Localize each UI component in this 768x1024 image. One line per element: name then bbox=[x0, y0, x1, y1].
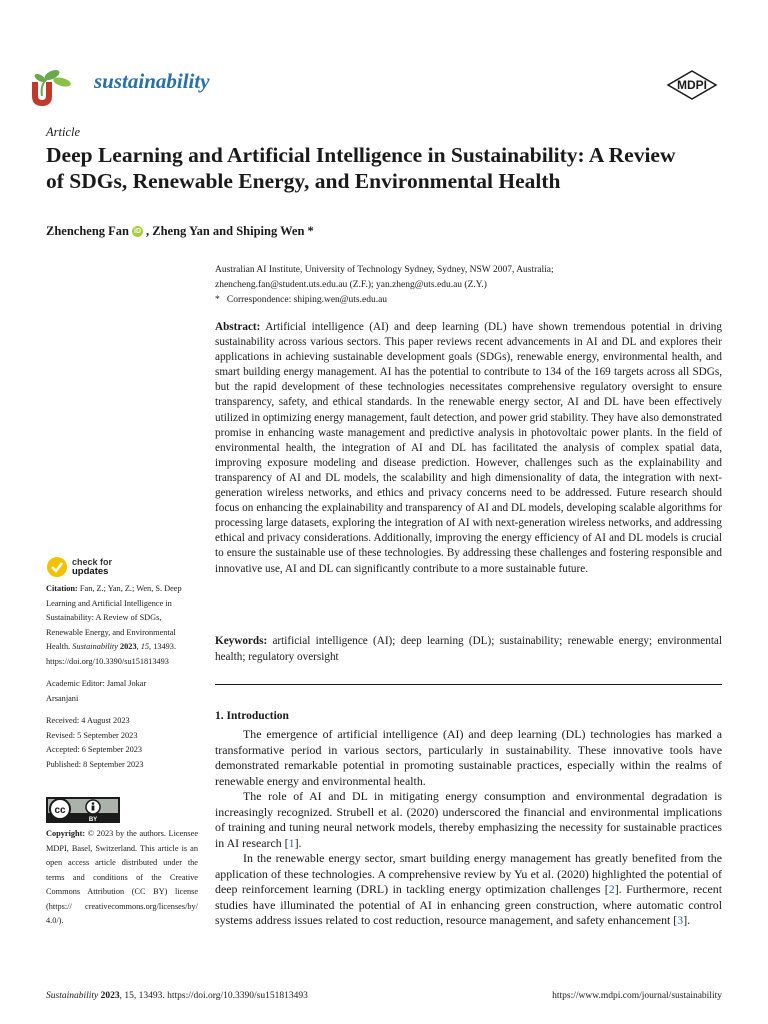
revised-date: Revised: 5 September 2023 bbox=[46, 730, 138, 740]
journal-name: sustainability bbox=[94, 69, 210, 93]
publisher-name: MDPI bbox=[677, 78, 707, 92]
keywords-label: Keywords: bbox=[215, 635, 268, 647]
article-type: Article bbox=[46, 125, 81, 139]
citation-volume: 15 bbox=[140, 642, 150, 651]
cc-by-label: BY bbox=[88, 817, 98, 823]
author-rest: , Zheng Yan and Shiping Wen * bbox=[146, 224, 314, 238]
orcid-icon[interactable]: iD bbox=[134, 228, 142, 235]
intro-paragraph bbox=[215, 789, 722, 851]
intro-paragraph bbox=[215, 851, 722, 929]
svg-text:cc: cc bbox=[54, 805, 66, 816]
citation-pages: , 13493. bbox=[149, 642, 177, 651]
affiliation-line: Australian AI Institute, University of Technology Sydney, Sydney, NSW 2007, Australia; bbox=[215, 265, 554, 275]
reference-link[interactable]: 2 bbox=[608, 882, 615, 896]
paragraph-text: ]. bbox=[294, 835, 302, 850]
affiliation-block bbox=[215, 263, 554, 308]
keywords-text: artificial intelligence (AI); deep learning (DL); sustainability; renewable energy; environmental health; regulatory oversight bbox=[215, 635, 722, 663]
paragraph-text: The role of AI and DL in mitigating energy consumption and environmental degradation is increasingly recognized. Strubell et al. (2020) underscored the financial and environmental implications of training and tuning neural network models, thereby emphasizing the necessity for sustainable practices in AI research [ bbox=[215, 789, 722, 850]
cc-by-license-icon[interactable] bbox=[46, 797, 120, 823]
citation-text: Fan, Z.; Yan, Z.; Wen, S. Deep Learning and Artificial Intelligence in Sustainability: A Review of SDGs, Renewable Energy, and Environmental Health. bbox=[46, 584, 182, 651]
dates-block bbox=[46, 714, 198, 772]
copyright-label: Copyright: bbox=[46, 829, 86, 838]
reference-link[interactable]: 1 bbox=[288, 835, 295, 850]
footer-journal-url[interactable]: https://www.mdpi.com/journal/sustainability bbox=[552, 991, 722, 1001]
reference-link[interactable]: 3 bbox=[677, 913, 684, 927]
received-date: Received: 4 August 2023 bbox=[46, 716, 130, 725]
check-for-updates-button[interactable] bbox=[46, 555, 166, 579]
keywords bbox=[215, 633, 722, 665]
paragraph-text: ]. Furthermore, recent studies have illuminated the potential of AI in enhancing green construction, where automatic control systems address issues related to cost reduction, resource management, and safety enhancement [ bbox=[215, 882, 722, 927]
footer-doi[interactable]: , 15, 13493. https://doi.org/10.3390/su151813493 bbox=[119, 991, 308, 1001]
citation-block: Citation: Fan, Z.; Yan, Z.; Wen, S. Deep Learning and Artificial Intelligence in Sustainability: A Review of SDGs, Renewable Energy, and Environmental Health. Sustainability 2023, 15, 13493. https://doi.org/10.3390/su151813493 bbox=[46, 584, 182, 666]
editor-block bbox=[46, 677, 198, 706]
affiliation-emails: zhencheng.fan@student.uts.edu.au (Z.F.); yan.zheng@uts.edu.au (Z.Y.) bbox=[215, 280, 487, 290]
correspondence bbox=[215, 293, 554, 308]
abstract-label: Abstract: bbox=[215, 321, 261, 333]
editor-line: Arsanjani bbox=[46, 693, 79, 703]
citation-label: Citation: bbox=[46, 584, 78, 593]
journal-logo-icon bbox=[26, 66, 88, 108]
copyright-text: © 2023 by the authors. Licensee MDPI, Basel, Switzerland. This article is an open access article distributed under the terms and conditions of the Creative Commons Attribution (CC BY) license (https:// creativecommons.org/licenses/by/ 4.0/). bbox=[46, 829, 199, 925]
citation-year: 2023 bbox=[120, 642, 137, 651]
citation-doi-link[interactable]: https://doi.org/10.3390/su151813493 bbox=[46, 656, 169, 666]
article-title: Deep Learning and Artificial Intelligence in Sustainability: A Review of SDGs, Renewable Energy, and Environmental Health bbox=[46, 143, 676, 193]
mdpi-logo-icon bbox=[666, 70, 718, 100]
check-updates-icon bbox=[46, 556, 68, 578]
section-divider bbox=[215, 684, 722, 685]
footer-journal: Sustainability bbox=[46, 991, 99, 1001]
section-heading: 1. Introduction bbox=[215, 710, 289, 722]
abstract bbox=[215, 320, 722, 577]
footer-citation bbox=[46, 991, 308, 1001]
article-info-sidebar bbox=[46, 582, 198, 780]
copyright-notice bbox=[46, 827, 198, 929]
intro-body bbox=[215, 727, 722, 929]
paragraph-text: ]. bbox=[683, 913, 691, 927]
footer-year: 2023 bbox=[100, 991, 120, 1001]
editor-line: Academic Editor: Jamal Jokar bbox=[46, 679, 147, 688]
check-label: check for bbox=[72, 557, 113, 567]
correspondence-text: Correspondence: shiping.wen@uts.edu.au bbox=[226, 295, 388, 305]
intro-paragraph: The emergence of artificial intelligence (AI) and deep learning (DL) technologies has marked a transformative period in various sectors, particularly in sustainability. These innovative tools have demonstrated remarkable potential in promoting sustainable practices, especially within the realms of renewable energy and environmental health. bbox=[215, 727, 722, 788]
author-list bbox=[46, 224, 314, 239]
updates-label: updates bbox=[72, 566, 109, 577]
accepted-date: Accepted: 6 September 2023 bbox=[46, 745, 143, 754]
paragraph-text: In the renewable energy sector, smart building energy management has greatly benefited from the application of these technologies. A comprehensive review by Yu et al. (2020) highlighted the potential of deep reinforcement learning (DRL) in tackling energy optimization challenges [ bbox=[215, 851, 722, 896]
abstract-text: Artificial intelligence (AI) and deep learning (DL) have shown tremendous potential in driving sustainability across various sectors. This paper reviews recent advancements in AI and DL and explores their applications in achieving sustainable development goals (SDGs), renewable energy, environmental health, and smart building energy management. AI has the potential to contribute to 134 of the 169 targets across all SDGs, but the rapid development of these technologies necessitates comprehensive regulatory oversight to ensure transparency, safety, and ethical standards. In the renewable energy sector, AI and DL have been effectively utilized in optimizing energy management, fault detection, and power grid stability. They have also demonstrated promise in enhancing waste management and predictive analysis in photovoltaic power plants. In the field of environmental health, the integration of AI and DL has facilitated the analysis of complex spatial data, improving exposure modeling and disease prediction. However, challenges such as the explainability and transparency of AI and DL models, the scalability and high dimensionality of data, the integration with next-generation wireless networks, and ethics and privacy concerns need to be addressed. Future research should focus on enhancing the explainability and transparency of AI and DL models, developing scalable algorithms for processing large datasets, exploring the integration of AI with next-generation wireless networks, and addressing ethical and privacy considerations. Additionally, improving the energy efficiency of AI and DL models is crucial to ensure the sustainable use of these technologies. By addressing these challenges and fostering responsible and innovative use, AI and DL can significantly contribute to a more sustainable future. bbox=[215, 321, 722, 575]
citation-journal: Sustainability bbox=[72, 642, 118, 651]
author-first: Zhencheng Fan bbox=[46, 224, 130, 238]
correspondence-marker: * bbox=[215, 295, 220, 305]
published-date: Published: 8 September 2023 bbox=[46, 759, 144, 769]
